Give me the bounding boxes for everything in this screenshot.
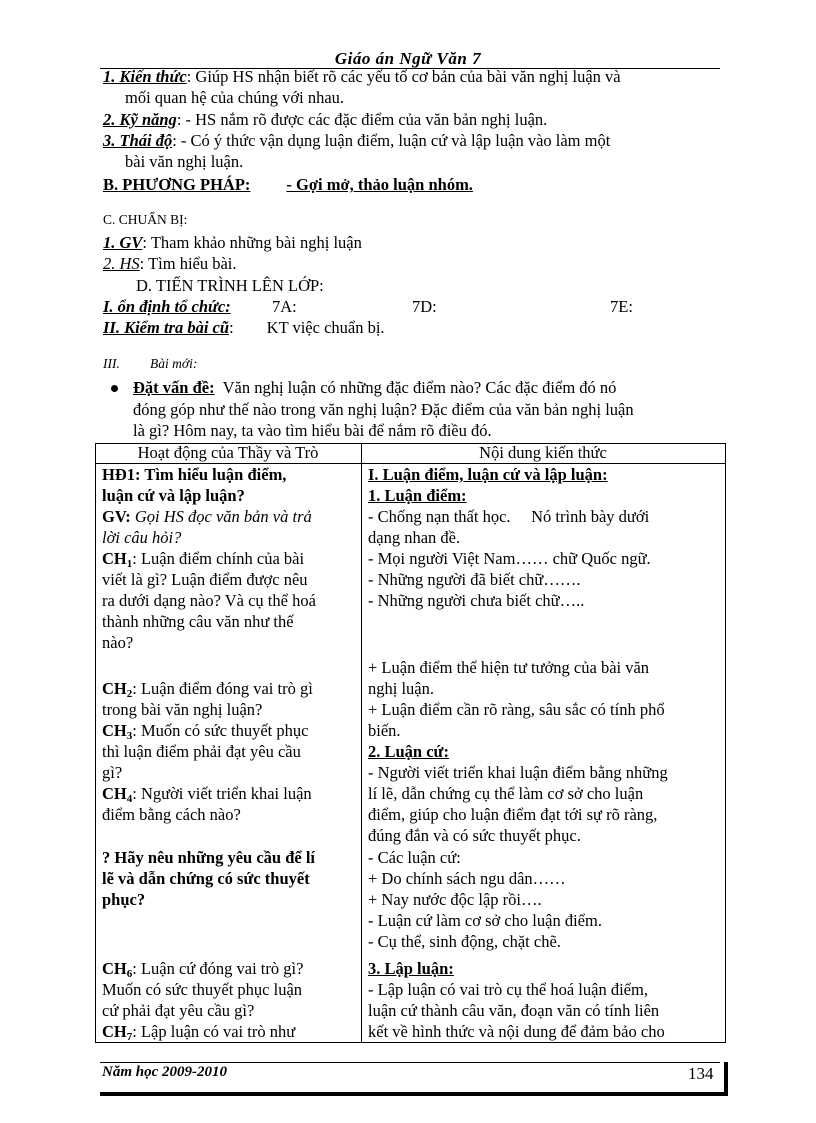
intro-line-2: đóng góp như thế nào trong văn nghị luận? Đặc điểm của văn bản nghị luận [133, 400, 634, 419]
ch4-text: : Người viết triển khai luận [132, 784, 312, 803]
hd1-title: HĐ1: Tìm hiểu luận điểm, [102, 465, 287, 484]
check-line [103, 318, 385, 338]
hs-label: 2. HS [103, 254, 140, 273]
question-ch4-line2: điểm bằng cách nào? [102, 805, 241, 824]
gv-label: GV: [102, 507, 131, 526]
table-header-rule [95, 463, 726, 464]
class-7e: 7E: [610, 297, 633, 316]
intro-text-1: Văn nghị luận có những đặc điểm nào? Các đặc điểm đó nó [222, 378, 617, 397]
new-lesson-num: III. [103, 356, 120, 371]
ch7-text: : Lập luận có vai trò như [132, 1022, 296, 1041]
question-ch1-line3: ra dưới dạng nào? Và cụ thể hoá [102, 591, 316, 610]
method-line [103, 175, 473, 195]
gv-label: 1. GV [103, 233, 143, 252]
thesis-point-1: - Chống nạn thất học. Nó trình bày dưới [368, 507, 650, 526]
argument-item-2: + Nay nước độc lập rồi…. [368, 890, 542, 909]
question-ch2-line2: trong bài văn nghị luận? [102, 700, 263, 719]
new-lesson-label: Bài mới: [150, 356, 198, 371]
argument-requirement: - Cụ thể, sinh động, chặt chẽ. [368, 932, 561, 951]
arguments-list-heading: - Các luận cứ: [368, 848, 461, 867]
thesis-point-2: - Mọi người Việt Nam…… chữ Quốc ngữ. [368, 549, 651, 568]
hs-text: : Tìm hiểu bài. [139, 254, 237, 273]
class-7a: 7A: [272, 297, 297, 316]
attitude-label: 3. Thái độ [103, 131, 173, 150]
table-border-right [725, 443, 726, 1043]
thesis-point-3: - Những người đã biết chữ……. [368, 570, 581, 589]
question-evidence-line2: lẽ và dẫn chứng có sức thuyết [102, 869, 310, 888]
page-shadow-bottom [100, 1092, 728, 1096]
question-ch1-line5: nào? [102, 633, 134, 652]
gv-instruction-text: Gọi HS đọc văn bản và trả [134, 507, 312, 526]
ch3-text: : Muốn có sức thuyết phục [132, 721, 309, 740]
footer-divider [100, 1062, 720, 1063]
org-line [103, 297, 231, 317]
ch2-label: $CH_2$ [102, 679, 133, 700]
objective-attitude-cont: bài văn nghị luận. [125, 152, 244, 171]
arguments-line-4: đúng đắn và có sức thuyết phục. [368, 826, 581, 845]
ch1-text: : Luận điểm chính của bài [132, 549, 305, 568]
thesis-role-cont: nghị luận. [368, 679, 434, 698]
col-header-content: Nội dung kiến thức [479, 443, 607, 462]
gv-text: : Tham khảo những bài nghị luận [142, 233, 362, 252]
ch4-label: $CH_4$ [102, 784, 133, 805]
question-ch6-line2: Muốn có sức thuyết phục luận [102, 980, 303, 999]
class-7d: 7D: [412, 297, 437, 316]
skill-label: 2. Kỹ năng [103, 110, 177, 129]
subsection-thesis: 1. Luận điểm: [368, 486, 467, 505]
thesis-requirement: + Luận điểm cần rõ ràng, sâu sắc có tính phổ [368, 700, 665, 719]
process-heading: D. TIẾN TRÌNH LÊN LỚP: [136, 276, 324, 295]
question-evidence-line3: phục? [102, 890, 146, 909]
section-heading-1: I. Luận điểm, luận cứ và lập luận: [368, 465, 608, 484]
method-label: B. PHƯƠNG PHÁP: [103, 175, 251, 194]
question-ch6-line3: cứ phải đạt yêu cầu gì? [102, 1001, 255, 1020]
hd1-title-cont: luận cứ và lập luận? [102, 486, 245, 505]
ch1-label: $CH_1$ [102, 549, 133, 570]
prep-gv [103, 233, 362, 253]
org-label: I. ổn định tổ chức: [103, 297, 231, 316]
reasoning-line-1: - Lập luận có vai trò cụ thể hoá luận điểm, [368, 980, 648, 999]
skill-text: : - HS nắm rõ được các đặc điểm của văn bản nghị luận. [176, 110, 548, 129]
question-ch1-line4: thành những câu văn như thế [102, 612, 294, 631]
check-text: : KT việc chuẩn bị. [229, 318, 385, 337]
page-header: Giáo án Ngữ Văn 7 [334, 49, 482, 68]
arguments-line-2: lí lẽ, dẫn chứng cụ thể làm cơ sở cho luận [368, 784, 644, 803]
knowledge-label: 1. Kiến thức [103, 67, 187, 86]
school-year: Năm học 2009-2010 [102, 1064, 227, 1080]
ch6-label: $CH_6$ [102, 959, 133, 980]
gv-instruction-cont: lời câu hỏi? [102, 528, 182, 547]
table-column-divider [361, 443, 362, 1043]
subsection-arguments: 2. Luận cứ: [368, 742, 449, 761]
lesson-table [95, 443, 726, 1043]
bullet-icon [111, 385, 118, 392]
gv-instruction [102, 507, 312, 528]
objective-knowledge-cont: mối quan hệ của chúng với nhau. [125, 88, 345, 107]
objective-attitude [103, 131, 610, 151]
thesis-requirement-cont: biến. [368, 721, 401, 740]
ch3-label: $CH_3$ [102, 721, 133, 742]
prep-hs [103, 254, 237, 274]
attitude-text: : - Có ý thức vận dụng luận điểm, luận cứ và lập luận vào làm một [172, 131, 611, 150]
ch6-text: : Luận cứ đóng vai trò gì? [132, 959, 304, 978]
question-ch3-line2: thì luận điểm phải đạt yêu cầu [102, 742, 301, 761]
question-ch1-line2: viết là gì? Luận điểm được nêu [102, 570, 308, 589]
objective-knowledge [103, 67, 621, 87]
knowledge-text: : Giúp HS nhận biết rõ các yếu tố cơ bản của bài văn nghị luận và [186, 67, 621, 86]
method-text: - Gợi mở, thảo luận nhóm. [286, 175, 473, 194]
check-label: II. Kiểm tra bài cũ [103, 318, 230, 337]
intro-line-1 [133, 378, 616, 398]
question-ch7 [102, 1022, 295, 1048]
table-border-left [95, 443, 96, 1043]
thesis-point-1-cont: dạng nhan đề. [368, 528, 461, 547]
arguments-line-3: điểm, giúp cho luận điểm đạt tới sự rõ ràng, [368, 805, 658, 824]
page-number: 134 [688, 1064, 714, 1083]
thesis-point-4: - Những người chưa biết chữ….. [368, 591, 585, 610]
argument-role: - Luận cứ làm cơ sở cho luận điểm. [368, 911, 602, 930]
ch7-label: $CH_7$ [102, 1022, 133, 1043]
question-evidence: ? Hãy nêu những yêu cầu để lí [102, 848, 315, 867]
reasoning-line-2: luận cứ thành câu văn, đoạn văn có tính liên [368, 1001, 660, 1020]
page-shadow-right [724, 1062, 728, 1096]
reasoning-line-3: kết về hình thức và nội dung để đảm bảo cho [368, 1022, 665, 1041]
subsection-reasoning: 3. Lập luận: [368, 959, 454, 978]
thesis-role: + Luận điểm thể hiện tư tưởng của bài văn [368, 658, 650, 677]
ch2-text: : Luận điểm đóng vai trò gì [132, 679, 313, 698]
col-header-activities: Hoạt động của Thầy và Trò [137, 443, 319, 462]
question-ch3-line3: gì? [102, 763, 123, 782]
intro-label: Đặt vấn đề: [133, 378, 215, 397]
argument-item-1: + Do chính sách ngu dân…… [368, 869, 566, 888]
prep-heading: C. CHUẨN BỊ: [103, 212, 188, 227]
objective-skill [103, 110, 547, 130]
arguments-line-1: - Người viết triển khai luận điểm bằng những [368, 763, 668, 782]
intro-line-3: là gì? Hôm nay, ta vào tìm hiểu bài để nắm rõ điều đó. [133, 421, 492, 440]
